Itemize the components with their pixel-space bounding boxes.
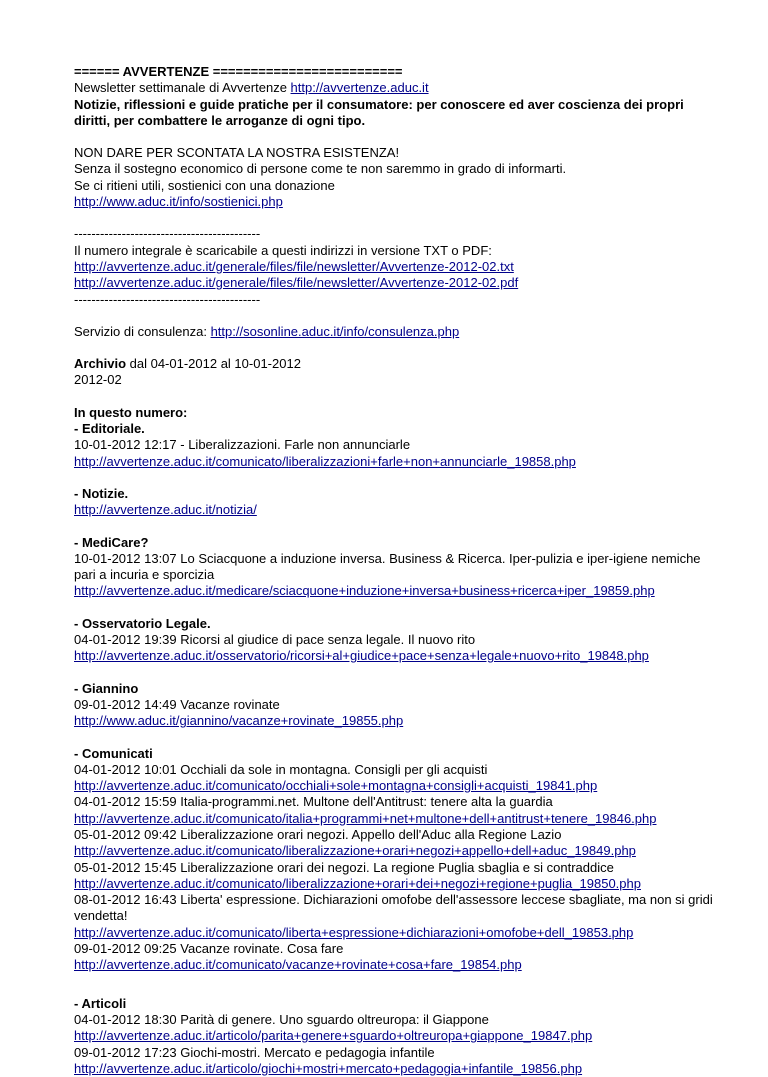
comunicati-link[interactable]: http://avvertenze.aduc.it/comunicato/liberalizzazione+orari+negozi+appello+dell+aduc_19849.php bbox=[74, 843, 636, 859]
medicare-entry: 10-01-2012 13:07 Lo Sciacquone a induzione inversa. Business & Ricerca. Iper-pulizia e iper-igiene nemiche pari a incuria e sporcizia bbox=[74, 550, 701, 583]
consulting-line bbox=[74, 324, 714, 340]
comunicati-link[interactable]: http://avvertenze.aduc.it/comunicato/italia+programmi+net+multone+dell+antitrust+tenere_19846.php bbox=[74, 810, 657, 826]
download-text: Il numero integrale è scaricabile a questi indirizzi in versione TXT o PDF: bbox=[74, 242, 492, 258]
comunicati-entry: 05-01-2012 09:42 Liberalizzazione orari negozi. Appello dell'Aduc alla Regione Lazio bbox=[74, 826, 562, 842]
divider-top: ------------------------------------------- bbox=[74, 226, 261, 242]
avvertenze-home-link[interactable]: http://avvertenze.aduc.it bbox=[290, 80, 429, 96]
contents-heading: In questo numero: bbox=[74, 404, 188, 420]
comunicati-entry: 09-01-2012 09:25 Vacanze rovinate. Cosa fare bbox=[74, 941, 344, 957]
support-title: NON DARE PER SCONTATA LA NOSTRA ESISTENZA! bbox=[74, 145, 400, 161]
newsletter-document bbox=[74, 64, 714, 1077]
editoriale-entry: 10-01-2012 12:17 - Liberalizzazioni. Farle non annunciarle bbox=[74, 437, 411, 453]
comunicati-entry: 04-01-2012 15:59 Italia-programmi.net. Multone dell'Antitrust: tenere alta la guardia bbox=[74, 794, 553, 810]
section-title-articoli: - Articoli bbox=[74, 995, 127, 1011]
issue-number: 2012-02 bbox=[74, 372, 122, 388]
comunicati-link[interactable]: http://avvertenze.aduc.it/comunicato/liberta+espressione+dichiarazioni+omofobe+dell_19853.php bbox=[74, 924, 634, 940]
section-title-osservatorio: - Osservatorio Legale. bbox=[74, 615, 211, 631]
giannino-link[interactable]: http://www.aduc.it/giannino/vacanze+rovinate_19855.php bbox=[74, 713, 404, 729]
comunicati-link[interactable]: http://avvertenze.aduc.it/comunicato/vacanze+rovinate+cosa+fare_19854.php bbox=[74, 957, 522, 973]
tagline: Notizie, riflessioni e guide pratiche per il consumatore: per conoscere ed aver coscienza dei propri diritti, per combattere le arroganze di ogni tipo. bbox=[74, 96, 684, 128]
archive-line bbox=[74, 356, 714, 372]
intro-text: Newsletter settimanale di Avvertenze bbox=[74, 80, 291, 96]
archive-label: Archivio bbox=[74, 356, 127, 372]
consulting-label: Servizio di consulenza: bbox=[74, 323, 211, 339]
notizie-link[interactable]: http://avvertenze.aduc.it/notizia/ bbox=[74, 502, 257, 518]
comunicati-entry: 08-01-2012 16:43 Liberta' espressione. Dichiarazioni omofobe dell'assessore leccese sbagliate, ma non si gridi vendetta! bbox=[74, 892, 713, 924]
download-txt-link[interactable]: http://avvertenze.aduc.it/generale/files/file/newsletter/Avvertenze-2012-02.txt bbox=[74, 258, 514, 274]
comunicati-entry: 04-01-2012 10:01 Occhiali da sole in montagna. Consigli per gli acquisti bbox=[74, 761, 488, 777]
comunicati-link[interactable]: http://avvertenze.aduc.it/comunicato/liberalizzazione+orari+dei+negozi+regione+puglia_19850.php bbox=[74, 875, 641, 891]
consulting-link[interactable]: http://sosonline.aduc.it/info/consulenza.php bbox=[210, 323, 460, 339]
support-line-2: Se ci ritieni utili, sostienici con una donazione bbox=[74, 177, 335, 193]
articoli-link[interactable]: http://avvertenze.aduc.it/articolo/giochi+mostri+mercato+pedagogia+infantile_19856.php bbox=[74, 1060, 583, 1076]
donation-link[interactable]: http://www.aduc.it/info/sostienici.php bbox=[74, 194, 283, 210]
editoriale-link[interactable]: http://avvertenze.aduc.it/comunicato/liberalizzazioni+farle+non+annunciarle_19858.php bbox=[74, 453, 576, 469]
section-title-editoriale: - Editoriale. bbox=[74, 421, 145, 437]
medicare-link[interactable]: http://avvertenze.aduc.it/medicare/sciacquone+induzione+inversa+business+ricerca+iper_19859.php bbox=[74, 583, 655, 599]
banner: ====== AVVERTENZE ========================= bbox=[74, 64, 403, 79]
articoli-entry: 04-01-2012 18:30 Parità di genere. Uno sguardo oltreuropa: il Giappone bbox=[74, 1011, 489, 1027]
archive-range: dal 04-01-2012 al 10-01-2012 bbox=[126, 356, 301, 372]
section-title-medicare: - MediCare? bbox=[74, 534, 149, 550]
articoli-link[interactable]: http://avvertenze.aduc.it/articolo/parita+genere+sguardo+oltreuropa+giappone_19847.php bbox=[74, 1028, 593, 1044]
section-title-notizie: - Notizie. bbox=[74, 485, 129, 501]
comunicati-entry: 05-01-2012 15:45 Liberalizzazione orari dei negozi. La regione Puglia sbaglia e si contraddice bbox=[74, 859, 614, 875]
divider-bottom: ------------------------------------------- bbox=[74, 291, 261, 307]
osservatorio-entry: 04-01-2012 19:39 Ricorsi al giudice di pace senza legale. Il nuovo rito bbox=[74, 632, 476, 648]
comunicati-link[interactable]: http://avvertenze.aduc.it/comunicato/occhiali+sole+montagna+consigli+acquisti_19841.php bbox=[74, 778, 598, 794]
support-line-1: Senza il sostegno economico di persone come te non saremmo in grado di informarti. bbox=[74, 161, 567, 177]
intro-line bbox=[74, 80, 714, 96]
giannino-entry: 09-01-2012 14:49 Vacanze rovinate bbox=[74, 696, 280, 712]
osservatorio-link[interactable]: http://avvertenze.aduc.it/osservatorio/ricorsi+al+giudice+pace+senza+legale+nuovo+rito_19848.php bbox=[74, 648, 649, 664]
download-pdf-link[interactable]: http://avvertenze.aduc.it/generale/files/file/newsletter/Avvertenze-2012-02.pdf bbox=[74, 275, 519, 291]
articoli-entry: 09-01-2012 17:23 Giochi-mostri. Mercato e pedagogia infantile bbox=[74, 1044, 435, 1060]
section-title-giannino: - Giannino bbox=[74, 680, 139, 696]
section-title-comunicati: - Comunicati bbox=[74, 745, 153, 761]
